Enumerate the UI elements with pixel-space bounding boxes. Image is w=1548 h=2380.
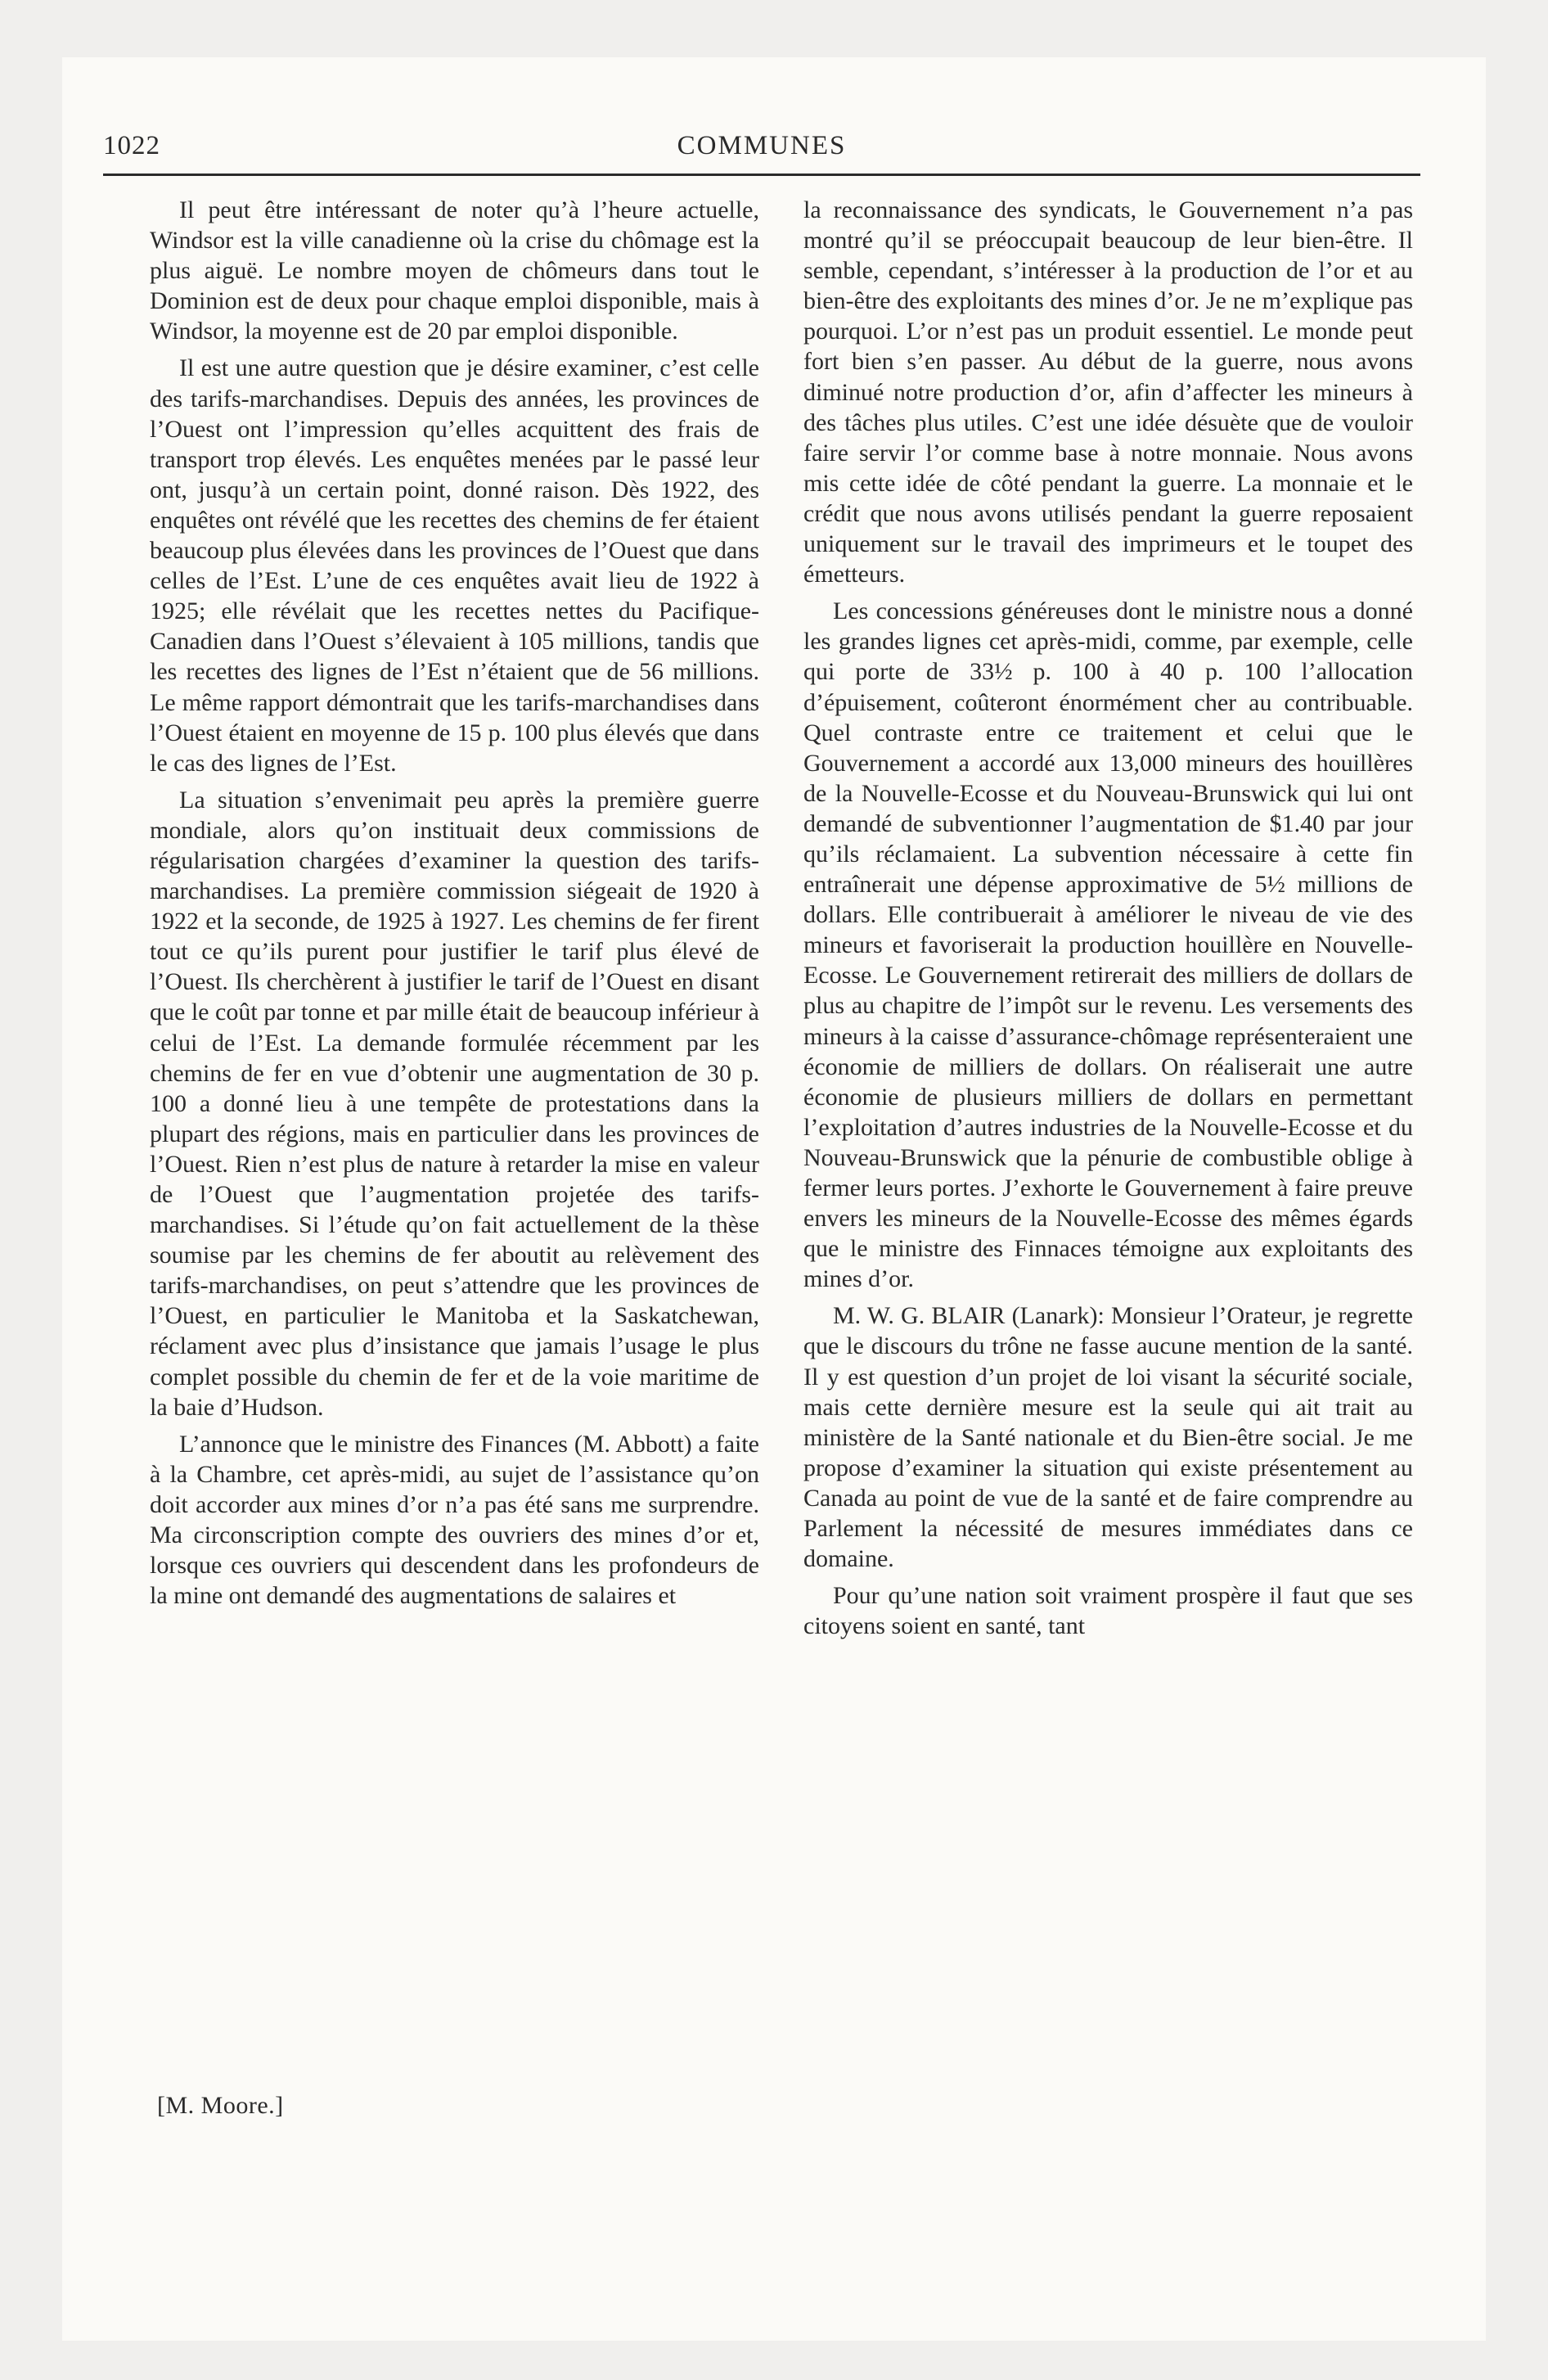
page-header (103, 131, 1420, 174)
left-column (150, 195, 759, 1611)
paragraph: Pour qu’une nation soit vraiment prospère il faut que ses citoyens soient en santé, tant (803, 1582, 1413, 1640)
page-number: 1022 (103, 131, 160, 160)
speaker-attribution: [M. Moore.] (157, 2092, 284, 2119)
paragraph: la reconnaissance des syndicats, le Gouvernement n’a pas montré qu’il se préoccupait beaucoup de leur bien-être. Il semble, cependant, s’intéresser à la production de l’or et au bien-être des exploitants des mines d’or. Je ne m’explique pas pourquoi. L’or n’est pas un produit essentiel. Le monde peut fort bien s’en passer. Au début de la guerre, nous avons diminué notre production d’or, afin d’affecter les mineurs à des tâches plus utiles. C’est une idée désuète que de vouloir faire servir l’or comme base à notre monnaie. Nous avons mis cette idée de côté pendant la guerre. La monnaie et le crédit que nous avons utilisés pendant la guerre reposaient uniquement sur le travail des imprimeurs et le toupet des émetteurs. (803, 196, 1413, 588)
paragraph: M. W. G. BLAIR (Lanark): Monsieur l’Orateur, je regrette que le discours du trône ne fasse aucune mention de la santé. Il y est question d’un projet de loi visant la sécurité sociale, mais cette dernière mesure est la seule qui ait trait au ministère de la Santé nationale et du Bien-être social. Je me propose d’examiner la situation qui existe présentement au Canada au point de vue de la santé et de faire comprendre au Parlement la nécessité de mesures immédiates dans ce domaine. (803, 1302, 1413, 1573)
paragraph: L’annonce que le ministre des Finances (M. Abbott) a faite à la Chambre, cet après-midi, au sujet de l’assistance qu’on doit accorder aux mines d’or n’a pas été sans me surprendre. Ma circonscription compte des ouvriers des mines d’or et, lorsque ces ouvriers qui descendent dans les profondeurs de la mine ont demandé des augmentations de salaires et (150, 1430, 759, 1610)
paragraph: Il peut être intéressant de noter qu’à l’heure actuelle, Windsor est la ville canadienne où la crise du chômage est la plus aiguë. Le nombre moyen de chômeurs dans tout le Dominion est de deux pour chaque emploi disponible, mais à Windsor, la moyenne est de 20 par emploi disponible. (150, 196, 759, 345)
paragraph: La situation s’envenimait peu après la première guerre mondiale, alors qu’on instituait deux commissions de régularisation chargées d’examiner la question des tarifs-marchandises. La première commission siégeait de 1920 à 1922 et la seconde, de 1925 à 1927. Les chemins de fer firent tout ce qu’ils purent pour justifier le tarif plus élevé de l’Ouest. Ils cherchèrent à justifier le tarif de l’Ouest en disant que le coût par tonne et par mille était de beaucoup inférieur à celui de l’Est. La demande formulée récemment par les chemins de fer en vue d’obtenir une augmentation de 30 p. 100 a donné lieu à une tempête de protestations dans la plupart des régions, mais en particulier dans les provinces de l’Ouest. Rien n’est plus de nature à retarder la mise en valeur de l’Ouest que l’augmentation projetée des tarifs-marchandises. Si l’étude qu’on fait actuellement de la thèse soumise par les chemins de fer aboutit au relèvement des tarifs-marchandises, on peut s’attendre que les provinces de l’Ouest, en particulier le Manitoba et la Saskatchewan, réclament avec plus d’insistance que jamais l’usage le plus complet possible du chemin de fer et de la voie maritime de la baie d’Hudson. (150, 786, 759, 1421)
header-rule (103, 174, 1420, 176)
paragraph: Les concessions généreuses dont le ministre nous a donné les grandes lignes cet après-midi, comme, par exemple, celle qui porte de 33½ p. 100 à 40 p. 100 l’allocation d’épuisement, coûteront énormément cher au contribuable. Quel contraste entre ce traitement et celui que le Gouvernement a accordé aux 13,000 mineurs des houillères de la Nouvelle-Ecosse et du Nouveau-Brunswick qui lui ont demandé de subventionner l’augmentation de $1.40 par jour qu’ils réclamaient. La subvention nécessaire à cette fin entraînerait une dépense approximative de 5½ millions de dollars. Elle contribuerait à améliorer le niveau de vie des mineurs et favoriserait la production houillère en Nouvelle-Ecosse. Le Gouvernement retirerait des milliers de dollars de plus au chapitre de l’impôt sur le revenu. Les versements des mineurs à la caisse d’assurance-chômage représenteraient une économie de milliers de dollars. On réaliserait une autre économie de plusieurs milliers de dollars en permettant l’exploitation d’autres industries de la Nouvelle-Ecosse et du Nouveau-Brunswick que la pénurie de combustible oblige à fermer leurs portes. J’exhorte le Gouvernement à faire preuve envers les mineurs de la Nouvelle-Ecosse des mêmes égards que le ministre des Finnaces témoigne aux exploitants des mines d’or. (803, 597, 1413, 1293)
paragraph: Il est une autre question que je désire examiner, c’est celle des tarifs-marchandises. Depuis des années, les provinces de l’Ouest ont l’impression qu’elles acquittent des frais de transport trop élevés. Les enquêtes menées par le passé leur ont, jusqu’à un certain point, donné raison. Dès 1922, des enquêtes ont révélé que les recettes des chemins de fer étaient beaucoup plus élevées dans les provinces de l’Ouest que dans celles de l’Est. L’une de ces enquêtes avait lieu de 1922 à 1925; elle révélait que les recettes nettes du Pacifique-Canadien dans l’Ouest s’élevaient à 105 millions, tandis que les recettes des lignes de l’Est n’étaient que de 56 millions. Le même rapport démontrait que les tarifs-marchandises dans l’Ouest étaient en moyenne de 15 p. 100 plus élevés que dans le cas des lignes de l’Est. (150, 354, 759, 777)
running-head: COMMUNES (677, 131, 847, 160)
right-column (803, 195, 1413, 1641)
